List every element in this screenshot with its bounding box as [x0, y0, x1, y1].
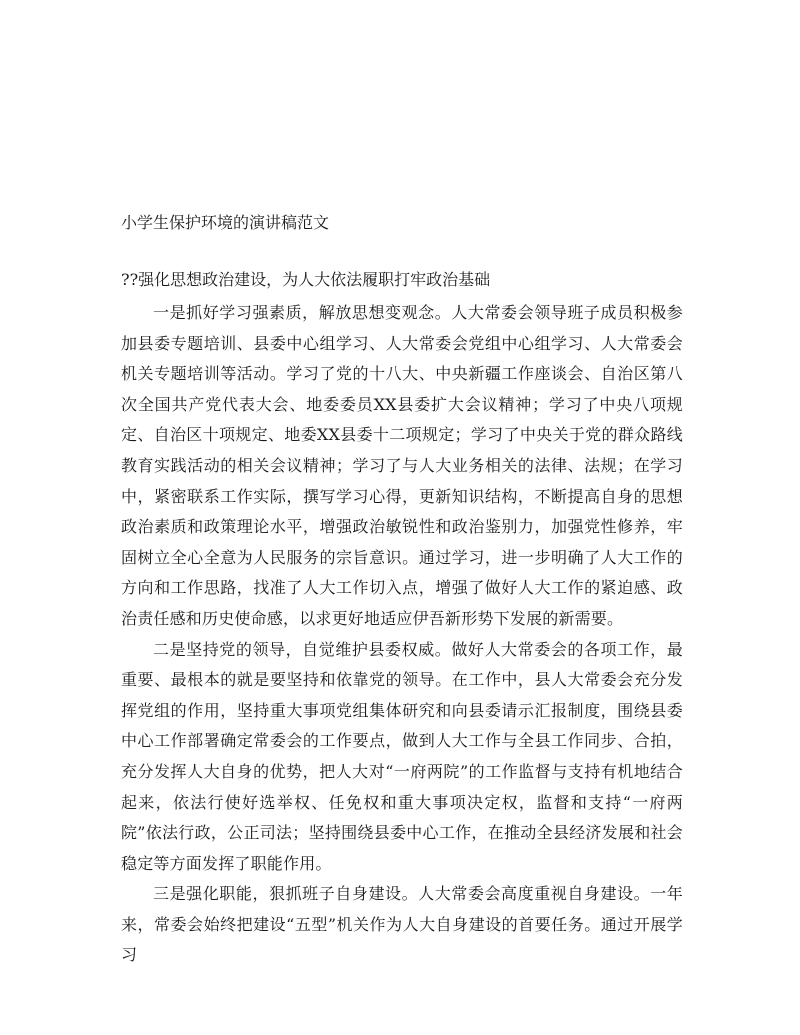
document-body	[121, 298, 683, 971]
document-title: 小学生保护环境的演讲稿范文	[121, 213, 330, 232]
paragraph-1: 一是抓好学习强素质，解放思想变观念。人大常委会领导班子成员积极参加县委专题培训、县委中心组学习、人大常委会党组中心组学习、人大常委会机关专题培训等活动。学习了党的十八大、中央新疆工作座谈会、自治区第八次全国共产党代表大会、地委委员XX县委扩大会议精神；学习了中央八项规定、自治区十项规定、地委XX县委十二项规定；学习了中央关于党的群众路线教育实践活动的相关会议精神；学习了与人大业务相关的法律、法规；在学习中，紧密联系工作实际，撰写学习心得，更新知识结构，不断提高自身的思想政治素质和政策理论水平，增强政治敏锐性和政治鉴别力，加强党性修养，牢固树立全心全意为人民服务的宗旨意识。通过学习，进一步明确了人大工作的方向和工作思路，找准了人大工作切入点，增强了做好人大工作的紧迫感、政治责任感和历史使命感，以求更好地适应伊吾新形势下发展的新需要。	[121, 303, 683, 628]
paragraph-3: 三是强化职能，狠抓班子自身建设。人大常委会高度重视自身建设。一年来，常委会始终把建设“五型”机关作为人大自身建设的首要任务。通过开展学习	[121, 884, 683, 965]
section-heading: ??强化思想政治建设，为人大依法履职打牢政治基础	[121, 270, 491, 289]
paragraph-2: 二是坚持党的领导，自觉维护县委权威。做好人大常委会的各项工作，最重要、最根本的就是要坚持和依靠党的领导。在工作中，县人大常委会充分发挥党组的作用，坚持重大事项党组集体研究和向县委请示汇报制度，围绕县委中心工作部署确定常委会的工作要点，做到人大工作与全县工作同步、合拍，充分发挥人大自身的优势，把人大对“一府两院”的工作监督与支持有机地结合起来，依法行使好选举权、任免权和重大事项决定权，监督和支持“一府两院”依法行政，公正司法；坚持围绕县委中心工作，在推动全县经济发展和社会稳定等方面发挥了职能作用。	[121, 639, 683, 873]
